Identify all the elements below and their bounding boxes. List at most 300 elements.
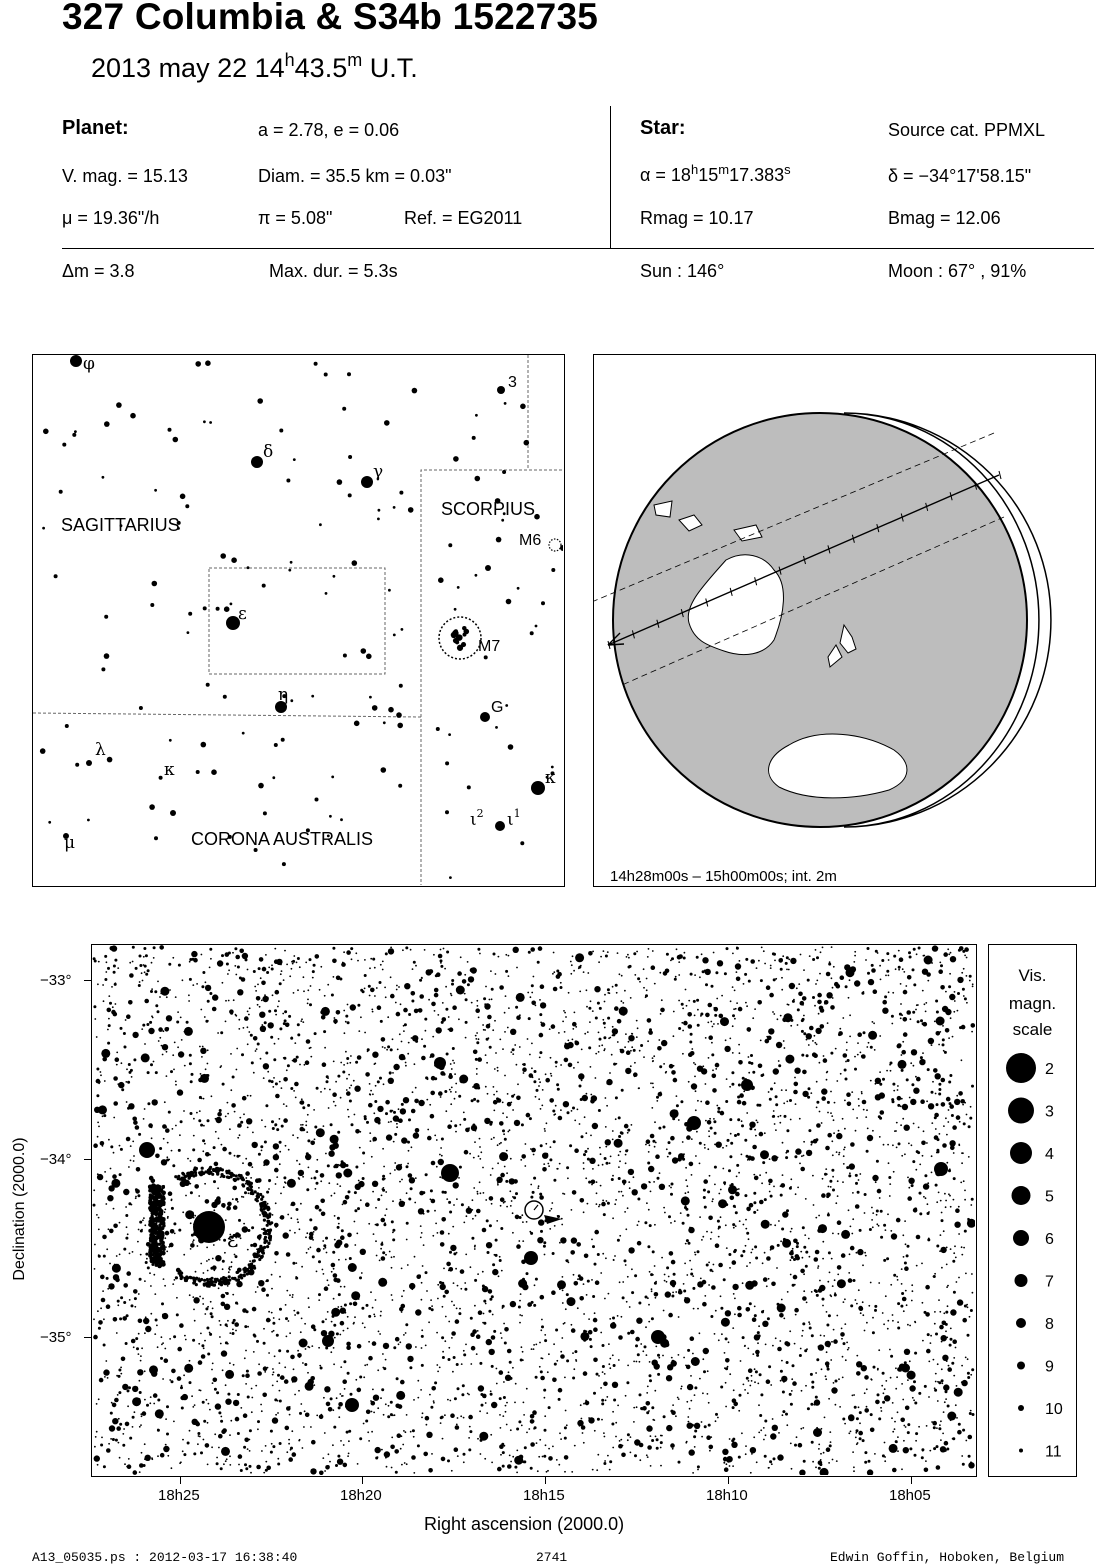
field-star [695, 1109, 697, 1111]
field-star [566, 1359, 569, 1362]
field-star [337, 1183, 339, 1185]
field-star [297, 1023, 300, 1026]
field-star [553, 987, 558, 992]
finder-star [354, 721, 360, 727]
field-star [768, 1028, 774, 1034]
field-star [577, 1109, 579, 1111]
field-star [351, 958, 353, 960]
field-star [772, 1115, 775, 1118]
field-star [847, 1102, 852, 1107]
field-star [431, 1305, 433, 1307]
field-star [620, 1131, 623, 1134]
field-star [775, 1129, 777, 1131]
field-star [875, 950, 878, 953]
field-star [671, 1295, 674, 1298]
field-star [343, 1200, 348, 1205]
finder-star [448, 543, 452, 547]
field-star [373, 1112, 375, 1114]
field-star [487, 1015, 492, 1020]
field-star [615, 1422, 617, 1424]
field-star [530, 1414, 535, 1419]
field-star [645, 996, 647, 998]
field-star [783, 1013, 792, 1022]
field-star [358, 1030, 360, 1032]
field-star [461, 1393, 464, 1396]
field-star [732, 1465, 734, 1467]
field-star [758, 1404, 760, 1406]
field-star [732, 1406, 735, 1409]
field-star [793, 1090, 798, 1095]
field-star [462, 1384, 465, 1387]
field-star [495, 1254, 498, 1257]
field-star [220, 1416, 222, 1418]
field-star [250, 1472, 252, 1474]
field-star [965, 1440, 967, 1442]
field-star [227, 1102, 229, 1104]
field-star [565, 1043, 567, 1045]
field-star [701, 1421, 703, 1423]
field-star [408, 1013, 411, 1016]
field-star [574, 1445, 576, 1447]
field-star [303, 1426, 305, 1428]
field-star [137, 1194, 140, 1197]
field-star [543, 1455, 546, 1458]
field-star [305, 962, 307, 964]
field-star [219, 1320, 221, 1322]
field-star [284, 1010, 287, 1013]
field-star [277, 1458, 279, 1460]
field-star [370, 988, 375, 993]
field-star [773, 1110, 775, 1112]
field-star [726, 1463, 728, 1465]
field-star [347, 1004, 349, 1006]
field-star [480, 1192, 482, 1194]
field-star [948, 1193, 950, 1195]
field-star [348, 1116, 350, 1118]
field-star [907, 1245, 910, 1248]
field-star [166, 1015, 172, 1021]
field-star [936, 1445, 939, 1448]
field-star [637, 1224, 639, 1226]
field-star [147, 1102, 150, 1105]
field-star [747, 1159, 749, 1161]
finder-star [348, 455, 352, 459]
field-star [674, 978, 677, 981]
field-star [420, 1225, 422, 1227]
field-star [909, 1447, 912, 1450]
field-star [347, 1233, 352, 1238]
field-star [628, 966, 631, 969]
field-star [748, 1380, 750, 1382]
field-star [104, 1171, 106, 1173]
field-star [300, 1203, 302, 1205]
field-star [249, 1007, 251, 1009]
field-star [241, 1196, 243, 1198]
finder-star [159, 776, 163, 780]
field-star [129, 962, 131, 964]
field-star [736, 1176, 738, 1178]
field-star [893, 1274, 896, 1277]
field-star [682, 1141, 684, 1143]
field-star [275, 1082, 278, 1085]
field-star [220, 1031, 223, 1034]
field-star [943, 1384, 949, 1390]
field-star [387, 1415, 390, 1418]
field-star [939, 1311, 941, 1313]
finder-star [282, 862, 286, 866]
field-star [763, 1277, 768, 1282]
field-star [936, 1103, 939, 1106]
field-star [324, 1088, 326, 1090]
field-star [864, 1451, 867, 1454]
field-star [476, 1353, 478, 1355]
field-star [383, 1187, 385, 1189]
field-star [601, 1399, 604, 1402]
field-star [555, 1329, 558, 1332]
field-star [289, 1414, 291, 1416]
field-star [840, 975, 845, 980]
field-star [790, 1443, 792, 1445]
field-star [112, 1403, 117, 1408]
field-star [327, 1077, 329, 1079]
field-star [329, 1089, 331, 1091]
finder-star [408, 507, 414, 513]
field-star [925, 1285, 930, 1290]
field-star [350, 1393, 353, 1396]
field-star [511, 1200, 513, 1202]
field-star [896, 1441, 898, 1443]
field-star [579, 1123, 581, 1125]
field-star [490, 1174, 492, 1176]
field-star [464, 1150, 469, 1155]
field-star [274, 1355, 276, 1357]
field-star [271, 1312, 273, 1314]
field-star [479, 1146, 481, 1148]
field-star [629, 1036, 631, 1038]
field-star [495, 1239, 498, 1242]
field-star [150, 1313, 152, 1315]
field-star [627, 954, 629, 956]
field-star [828, 1251, 831, 1254]
field-star [908, 1143, 910, 1145]
field-star [688, 1024, 693, 1029]
finder-star [257, 398, 263, 404]
field-star [964, 997, 967, 1000]
field-star [145, 973, 148, 976]
field-star [139, 1380, 141, 1382]
field-star [647, 1445, 652, 1450]
field-star [300, 1331, 302, 1333]
field-star [346, 1431, 349, 1434]
field-star [931, 1091, 934, 1094]
field-star [903, 1017, 908, 1022]
field-star [116, 1332, 118, 1334]
field-star [952, 1036, 954, 1038]
field-star [400, 1199, 402, 1201]
field-star [789, 983, 795, 989]
field-star [115, 982, 117, 984]
field-star [577, 1420, 583, 1426]
field-star [244, 1016, 249, 1021]
field-star [734, 1206, 736, 1208]
field-star [871, 1219, 873, 1221]
field-star [439, 1176, 441, 1178]
field-star [106, 1304, 111, 1309]
field-star [786, 1129, 789, 1132]
field-star [316, 1182, 319, 1185]
field-star [818, 1029, 821, 1032]
field-star [654, 1121, 656, 1123]
field-star [558, 1032, 560, 1034]
field-star [535, 1413, 537, 1415]
finder-star [139, 706, 143, 710]
field-star [863, 991, 865, 993]
field-star [911, 1049, 917, 1055]
field-star [529, 1117, 532, 1120]
field-star [776, 1267, 778, 1269]
field-star [93, 1318, 95, 1320]
field-star [516, 1450, 518, 1452]
field-star [707, 1022, 709, 1024]
field-star [448, 1201, 451, 1204]
field-star [202, 1303, 204, 1305]
field-star [102, 1145, 104, 1147]
field-star [815, 1138, 818, 1141]
field-star [711, 1232, 713, 1234]
field-star [954, 991, 956, 993]
label-kappa-sco: κ [545, 768, 556, 788]
field-star [530, 1196, 533, 1199]
field-star [902, 968, 904, 970]
field-star [242, 1162, 244, 1164]
field-star [651, 1290, 653, 1292]
field-star [157, 1429, 159, 1431]
field-star [96, 1079, 101, 1084]
field-star [579, 1276, 584, 1281]
field-star [309, 1232, 314, 1237]
finder-chart [32, 354, 565, 887]
field-star [760, 1393, 763, 1396]
field-star [377, 1369, 379, 1371]
field-star [538, 1098, 540, 1100]
field-star [103, 1465, 106, 1468]
field-star [661, 1040, 667, 1046]
field-star [931, 1122, 933, 1124]
field-star [693, 1062, 695, 1064]
field-star [180, 1017, 182, 1019]
field-star [118, 1375, 121, 1378]
field-star [405, 1431, 407, 1433]
field-star [471, 1125, 477, 1131]
field-star [267, 1203, 269, 1205]
field-star [760, 1040, 762, 1042]
field-star [499, 1143, 501, 1145]
field-star [304, 1410, 306, 1412]
field-star [592, 1469, 594, 1471]
star-ra: $\alpha = 18^h15^m17.383^s$ [640, 162, 791, 185]
field-star [108, 1228, 110, 1230]
field-star [189, 978, 192, 981]
field-star [831, 977, 833, 979]
finder-star [412, 388, 418, 394]
field-star [600, 1185, 602, 1187]
field-star [342, 1379, 347, 1384]
field-star [923, 955, 925, 957]
field-star [394, 1133, 397, 1136]
field-star [303, 976, 305, 978]
field-star [863, 1031, 866, 1034]
field-star [685, 1167, 687, 1169]
field-star [119, 1254, 121, 1256]
field-star [227, 973, 229, 975]
field-star [652, 1087, 654, 1089]
finder-star [149, 804, 155, 810]
field-star [952, 1125, 957, 1130]
field-star [805, 1265, 808, 1268]
field-star [453, 1062, 455, 1064]
field-star [328, 1407, 333, 1412]
field-star [593, 1327, 598, 1332]
field-star [127, 1233, 129, 1235]
field-star [770, 1384, 772, 1386]
field-star [136, 1347, 139, 1350]
field-star [717, 1064, 719, 1066]
field-star [454, 1073, 456, 1075]
field-star [239, 977, 242, 980]
field-star [936, 1427, 938, 1429]
field-star [794, 1444, 797, 1447]
field-star [843, 1342, 846, 1345]
field-star [925, 1011, 927, 1013]
field-star [892, 1402, 894, 1404]
field-star [618, 1191, 620, 1193]
field-star [651, 1439, 654, 1442]
field-star [769, 1183, 771, 1185]
field-star [414, 1202, 416, 1204]
field-star [749, 1302, 752, 1305]
field-star [608, 1343, 610, 1345]
field-star [494, 1068, 496, 1070]
field-star [654, 1265, 656, 1267]
field-star [946, 1264, 948, 1266]
field-star [857, 1054, 859, 1056]
field-star [385, 1254, 387, 1256]
field-star [510, 1029, 516, 1035]
field-star [742, 1282, 744, 1284]
field-star [458, 1095, 461, 1098]
field-star [514, 1120, 520, 1126]
field-star [922, 1052, 924, 1054]
field-star [133, 1058, 136, 1061]
field-star [678, 1027, 681, 1030]
field-star [609, 1162, 611, 1164]
field-star [399, 1341, 401, 1343]
field-star [234, 947, 237, 950]
field-star [161, 1344, 163, 1346]
field-star [844, 1147, 846, 1149]
field-star [815, 1372, 817, 1374]
field-star [573, 970, 575, 972]
field-star [373, 1314, 375, 1316]
finder-star [196, 770, 200, 774]
field-star [821, 1193, 826, 1198]
field-star [566, 1259, 569, 1262]
field-star [884, 995, 887, 998]
field-star [842, 1418, 845, 1421]
field-star [486, 1339, 492, 1345]
finder-star [104, 615, 108, 619]
field-star [323, 1244, 326, 1247]
field-star [177, 1089, 183, 1095]
field-star [450, 1245, 456, 1251]
field-star [280, 973, 282, 975]
field-star [759, 1373, 762, 1376]
field-star [652, 1060, 654, 1062]
field-star [564, 1012, 566, 1014]
field-star [276, 1128, 279, 1131]
field-star [294, 1314, 296, 1316]
field-star [363, 1376, 365, 1378]
field-star [436, 1332, 438, 1334]
field-star [549, 1028, 551, 1030]
field-star [625, 1068, 631, 1074]
field-star [97, 1122, 99, 1124]
field-star [894, 1428, 896, 1430]
field-star [958, 1144, 960, 1146]
field-star [909, 1385, 915, 1391]
finder-star [274, 743, 278, 747]
field-star [572, 1377, 575, 1380]
field-star [123, 1189, 129, 1195]
field-star [755, 1135, 757, 1137]
field-star [778, 1060, 780, 1062]
field-star [842, 1118, 844, 1120]
field-star [473, 1050, 478, 1055]
field-star [292, 1060, 294, 1062]
field-star [864, 1252, 866, 1254]
field-star [347, 1062, 349, 1064]
field-star [173, 1222, 176, 1225]
field-star [459, 1124, 461, 1126]
field-star [507, 1349, 512, 1354]
field-star [322, 1320, 325, 1323]
field-star [293, 955, 295, 957]
field-star [969, 975, 972, 978]
field-star [703, 1189, 706, 1192]
field-star [881, 1385, 883, 1387]
field-star [809, 1256, 811, 1258]
field-star [926, 1100, 928, 1102]
field-star [649, 1271, 651, 1273]
field-star [637, 1241, 642, 1246]
field-star [968, 1455, 971, 1458]
field-star [496, 1368, 498, 1370]
field-star [332, 947, 335, 950]
field-star [625, 1264, 627, 1266]
field-star [135, 1196, 137, 1198]
field-star [630, 1050, 632, 1052]
field-star [174, 1233, 176, 1235]
field-star [290, 1087, 293, 1090]
field-star [673, 1078, 678, 1083]
field-star [335, 1105, 337, 1107]
field-star [955, 1208, 960, 1213]
finder-star [453, 456, 459, 462]
field-star [872, 1226, 874, 1228]
field-star [942, 1433, 944, 1435]
field-star [613, 1259, 615, 1261]
field-star [925, 1002, 927, 1004]
